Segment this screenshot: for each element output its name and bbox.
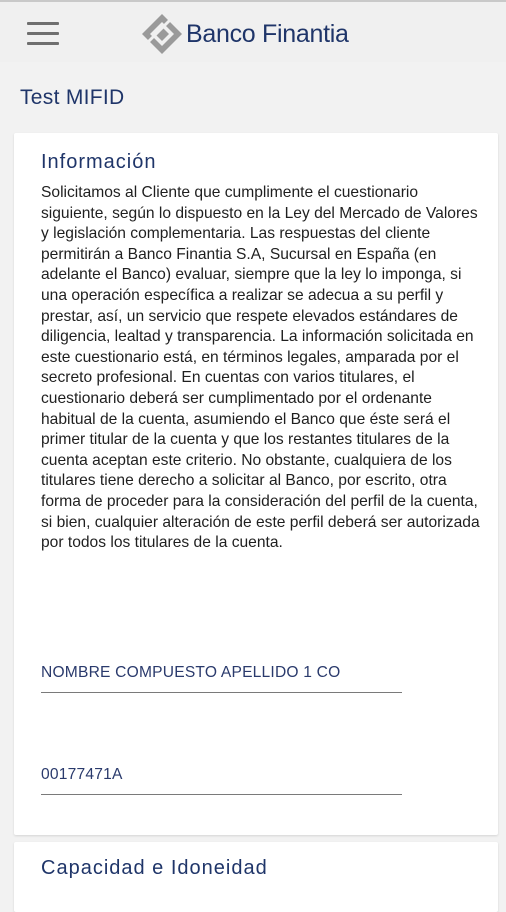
information-card-title: Información [41, 151, 157, 173]
client-id-value: 00177471A [41, 766, 123, 783]
client-name-value: NOMBRE COMPUESTO APELLIDO 1 CO [41, 664, 341, 681]
client-name-field[interactable] [41, 661, 402, 693]
brand-logo [140, 12, 349, 56]
brand-name: Banco Finantia [186, 19, 349, 48]
capacity-card-title: Capacidad e Idoneidad [41, 857, 268, 879]
client-id-field[interactable] [41, 763, 402, 795]
app-header [0, 0, 506, 62]
banco-finantia-diamond-logo-icon [140, 12, 184, 56]
information-card [14, 133, 498, 835]
information-card-text: Solicitamos al Cliente que cumplimente el cuestionario siguiente, según lo dispuesto en la Ley del Mercado de Valores y legislación complementaria. Las respuestas del cliente permitirán a Banco Finantia S.A, Sucursal en España (en adelante el Banco) evaluar, siempre que la ley lo imponga, si una operación específica a realizar se adecua a su perfil y prestar, así, un servicio que respete elevados estándares de diligencia, lealtad y transparencia. La información solicitada en este cuestionario está, en términos legales, amparada por el secreto profesional. En cuentas con varios titulares, el cuestionario deberá ser cumplimentado por el ordenante habitual de la cuenta, asumiendo el Banco que éste será el primer titular de la cuenta y que los restantes titulares de la cuenta aceptan este criterio. No obstante, cualquiera de los titulares tiene derecho a solicitar al Banco, por escrito, otra forma de proceder para la consideración del perfil de la cuenta, si bien, cualquier alteración de este perfil deberá ser autorizada por todos los titulares de la cuenta. [41, 184, 480, 552]
hamburger-menu-icon[interactable] [27, 20, 59, 46]
page-title: Test MIFID [20, 86, 125, 109]
capacity-card[interactable] [14, 842, 498, 912]
